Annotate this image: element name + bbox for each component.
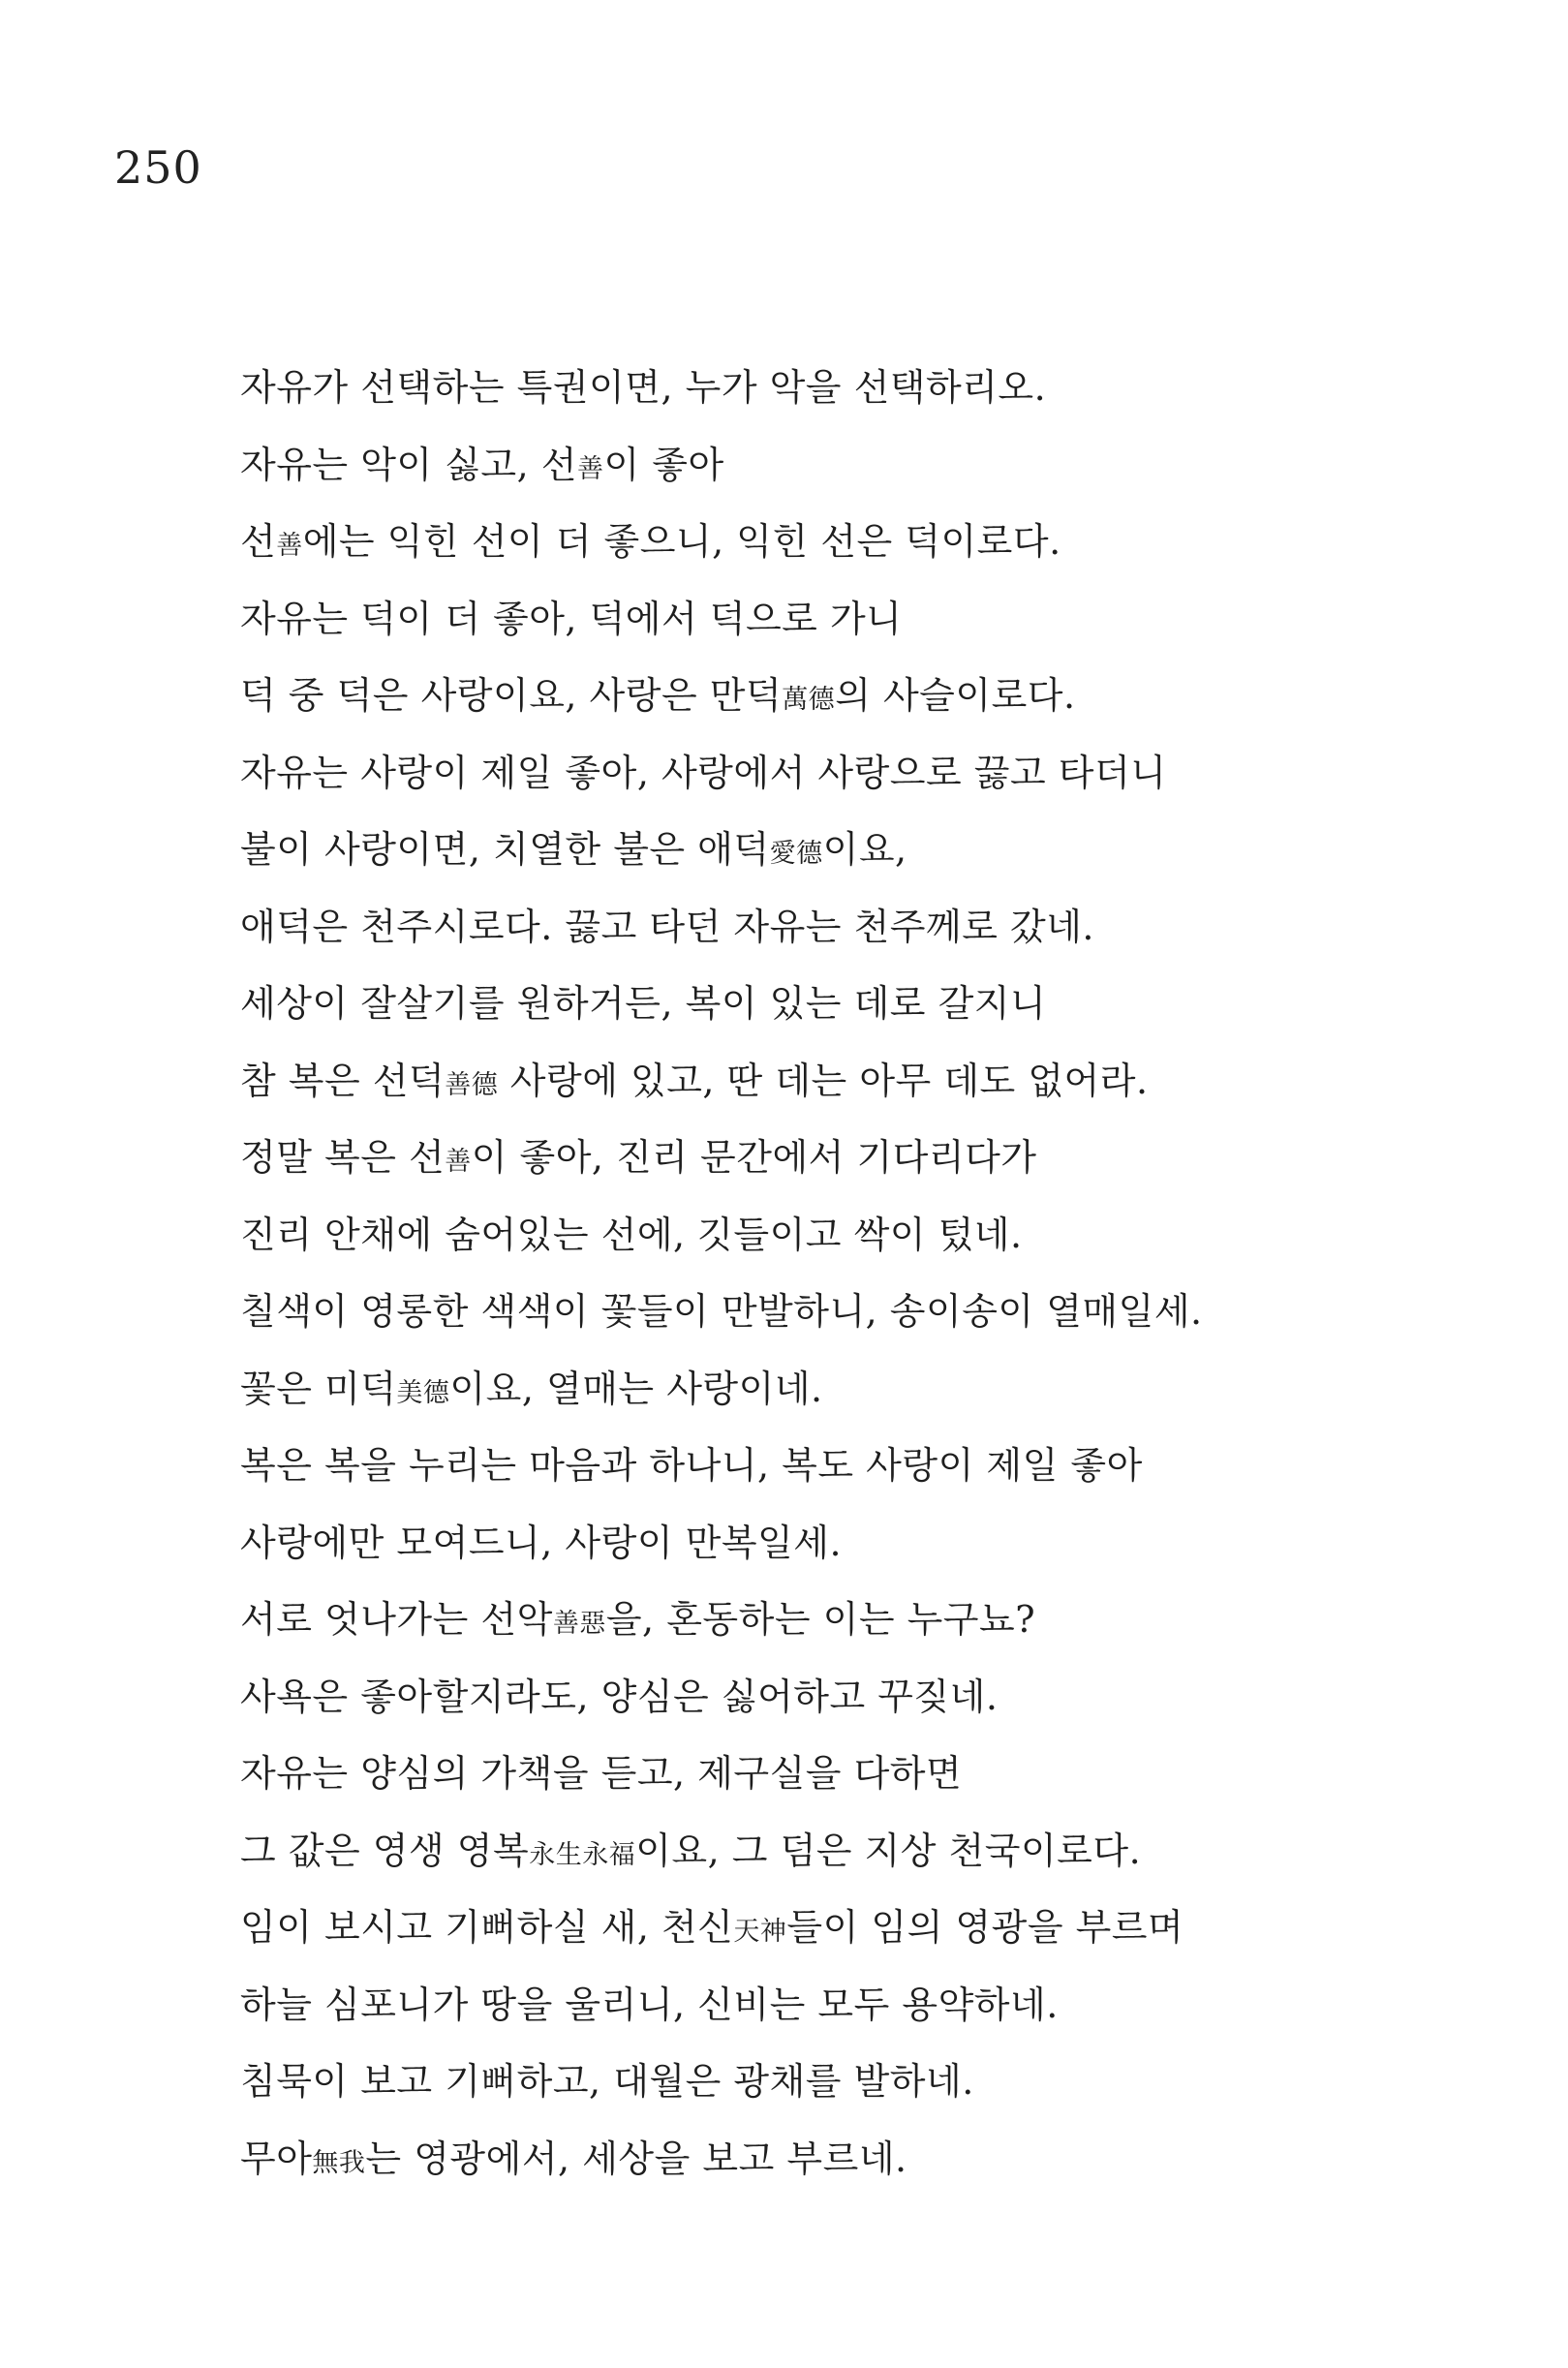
hanja-annotation: 善惡 (552, 1609, 606, 1639)
poem-line: 자유가 선택하는 특권이면, 누가 악을 선택하리오. (240, 366, 1047, 409)
poem-line: 애덕은 천주시로다. 끓고 타던 자유는 천주께로 갔네. (240, 905, 1095, 948)
poem-line: 사욕은 좋아할지라도, 양심은 싫어하고 꾸짖네. (240, 1675, 999, 1718)
poem-line: 세상이 잘살기를 원하거든, 복이 있는 데로 갈지니 (240, 982, 1047, 1025)
poem-line: 정말 복은 선善이 좋아, 진리 문간에서 기다리다가 (240, 1136, 1037, 1179)
hanja-annotation: 永生永福 (529, 1839, 636, 1870)
poem-line: 자유는 양심의 가책을 듣고, 제구실을 다하면 (240, 1752, 963, 1795)
hanja-annotation: 善 (276, 531, 303, 561)
poem-line: 자유는 덕이 더 좋아, 덕에서 덕으로 가니 (240, 597, 903, 640)
poem-line: 임이 보시고 기뻐하실 새, 천신天神들이 임의 영광을 부르며 (240, 1906, 1184, 1949)
poem-line: 복은 복을 누리는 마음과 하나니, 복도 사랑이 제일 좋아 (240, 1444, 1143, 1487)
poem-line: 자유는 악이 싫고, 선善이 좋아 (240, 443, 724, 486)
hanja-annotation: 善 (445, 1147, 472, 1177)
poem-line: 침묵이 보고 기뻐하고, 대월은 광채를 발하네. (240, 2060, 974, 2103)
poem-line: 덕 중 덕은 사랑이요, 사랑은 만덕萬德의 사슬이로다. (240, 674, 1076, 717)
hanja-annotation: 善 (576, 453, 604, 484)
poem-line: 자유는 사랑이 제일 좋아, 사랑에서 사랑으로 끓고 타더니 (240, 751, 1167, 794)
poem-line: 칠색이 영롱한 색색이 꽃들이 만발하니, 송이송이 열매일세. (240, 1290, 1203, 1333)
hanja-annotation: 美德 (396, 1377, 450, 1408)
page-number: 250 (114, 141, 202, 194)
poem-line: 무아無我는 영광에서, 세상을 보고 부르네. (240, 2137, 907, 2180)
poem-line: 선善에는 익힌 선이 더 좋으니, 익힌 선은 덕이로다. (240, 520, 1061, 563)
poem-line: 진리 안채에 숨어있는 선에, 깃들이고 싹이 텄네. (240, 1213, 1023, 1256)
hanja-annotation: 天神 (733, 1917, 787, 1947)
hanja-annotation: 無我 (312, 2147, 366, 2178)
poem-line: 사랑에만 모여드니, 사랑이 만복일세. (240, 1521, 843, 1564)
hanja-annotation: 萬德 (782, 685, 836, 715)
poem-line: 불이 사랑이면, 치열한 불은 애덕愛德이요, (240, 828, 907, 871)
hanja-annotation: 善德 (445, 1069, 499, 1100)
poem-line: 그 값은 영생 영복永生永福이요, 그 덤은 지상 천국이로다. (240, 1829, 1142, 1872)
poem-line: 하늘 심포니가 땅을 울리니, 신비는 모두 용약하네. (240, 1983, 1059, 2026)
poem-line: 꽃은 미덕美德이요, 열매는 사랑이네. (240, 1367, 823, 1410)
hanja-annotation: 愛德 (769, 839, 823, 869)
poem-body (240, 360, 1499, 2208)
poem-line: 참 복은 선덕善德 사랑에 있고, 딴 데는 아무 데도 없어라. (240, 1059, 1149, 1102)
poem-line: 서로 엇나가는 선악善惡을, 혼동하는 이는 누구뇨? (240, 1598, 1036, 1641)
